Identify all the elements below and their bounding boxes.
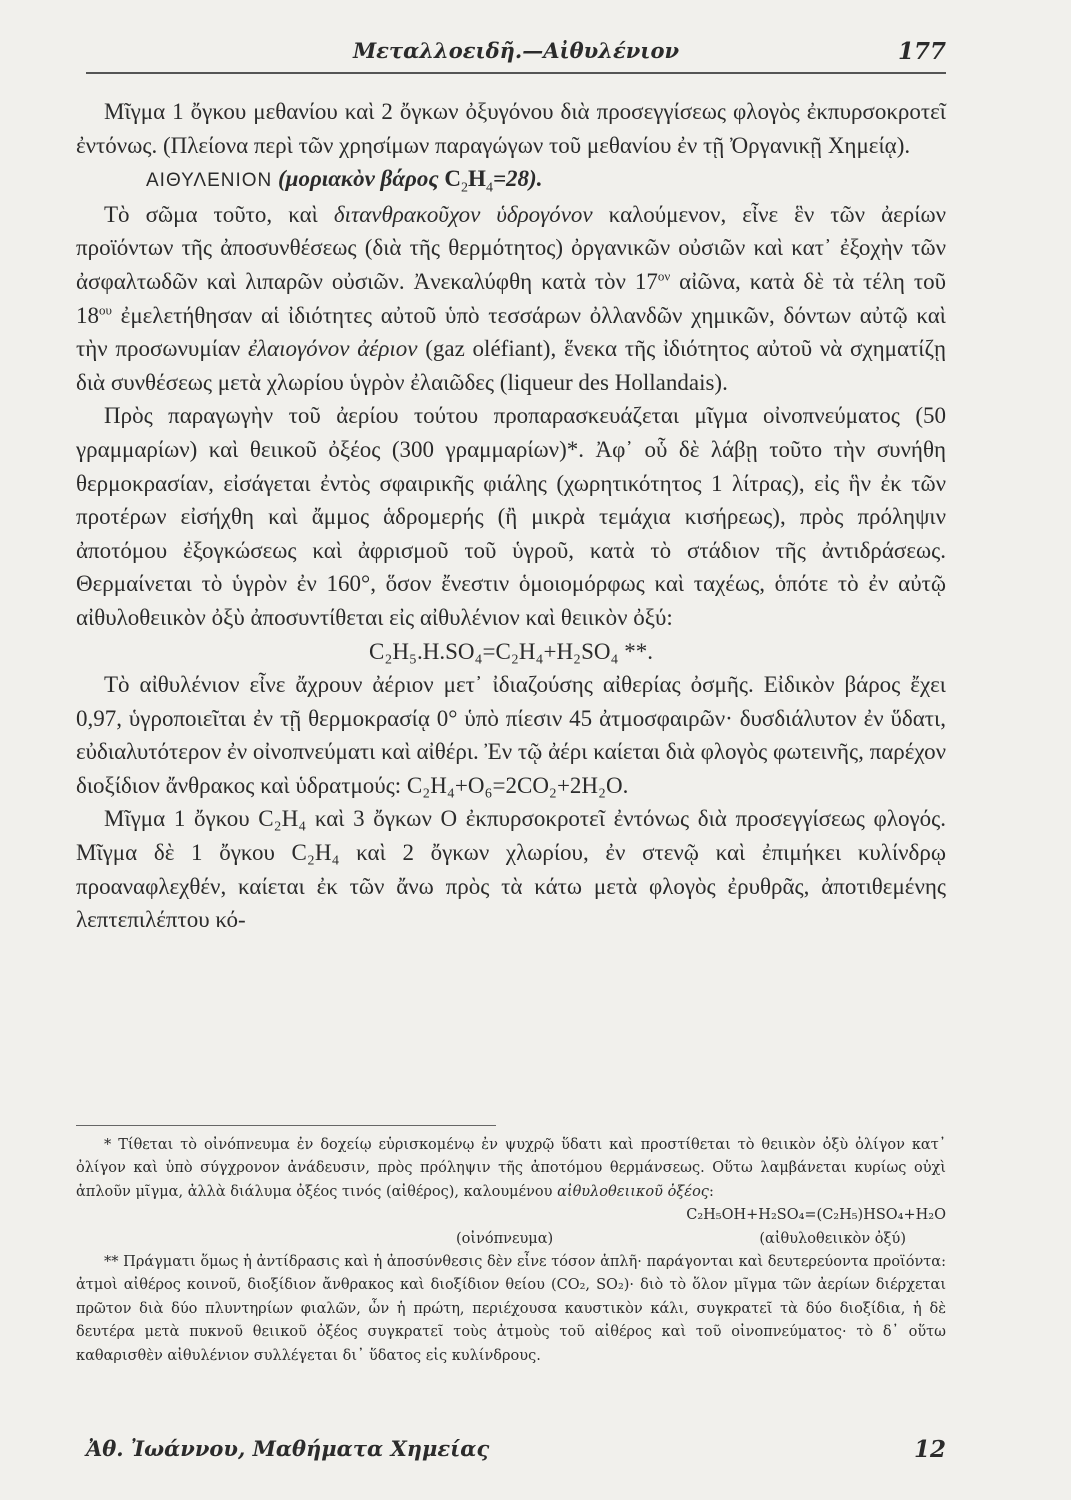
main-text <box>76 95 946 937</box>
footnote-2: ** Πράγματι ὅμως ἡ ἀντίδρασις καὶ ἡ ἀποσύνθεσις δὲν εἶνε τόσον ἁπλῆ· παράγονται καὶ δευτερεύοντα προϊόντα: ἀτμοὶ αἰθέρος κοινοῦ, διοξίδιον ἄνθρακος καὶ διοξίδιον θείου (CO₂, SO₂)· διὸ τὸ ὅλον μῖγμα τῶν ἀερίων διέρχεται πρῶτον διὰ δύο πλυντηρίων φιαλῶν, ὧν ἡ πρώτη, περιέχουσα καυστικὸν κάλι, συγκρατεῖ τὰ δύο διοξίδια, ἡ δὲ δευτέρα μετὰ πυκνοῦ θειικοῦ ὀξέος συγκρατεῖ τοὺς ἀτμοὺς τοῦ αἰθέρος καὶ τοῦ οἰνοπνεύματος· τὸ δ᾽ οὕτω καθαρισθὲν αἰθυλένιον συλλέγεται δι᾽ ὕδατος εἰς κυλίνδρους. <box>76 1254 946 1364</box>
p2-sup-ou: ου <box>99 301 112 317</box>
section-heading-ethylene <box>76 162 946 198</box>
p2-part-a: Τὸ σῶμα τοῦτο, καὶ <box>104 201 334 227</box>
page-number: 177 <box>897 38 946 65</box>
heading-formula-h: H <box>468 166 486 192</box>
heading-title: ΑΙΘΥΛΕΝΙΟΝ <box>146 170 273 192</box>
header-rule <box>86 72 946 74</box>
heading-sub-4: 4 <box>485 180 493 196</box>
footer-author-title: Ἀθ. Ἰωάννου, Μαθήματα Χημείας <box>86 1436 490 1461</box>
p2-part-c: αἰῶνα, κατὰ δὲ τὰ τέλη τοῦ 18 <box>76 268 947 328</box>
p2-sup-on: ον <box>657 268 671 284</box>
heading-molar-mass-open: (μοριακὸν βάρος <box>278 166 445 192</box>
heading-sub-2: 2 <box>461 180 469 196</box>
reaction-formula: C₂H₅.H.SO₄=C₂H₄+H₂SO₄ **. <box>369 638 653 664</box>
p2-emph-elaiogonon: ἐλαιογόνον ἀέριον <box>248 336 418 362</box>
running-header <box>86 38 946 74</box>
footnote-1-emph: αἰθυλοθειικοῦ ὀξέος <box>557 1183 709 1200</box>
footnotes <box>76 1134 946 1368</box>
footnote-1-labels <box>76 1228 946 1251</box>
footnote-1-colon: : <box>708 1183 714 1200</box>
running-title: Μεταλλοειδῆ.—Αἰθυλένιον <box>352 38 680 63</box>
signature-number: 12 <box>913 1436 946 1463</box>
p2-part-d: ἐμελετήθησαν αἱ ἰδιότητες αὐτοῦ ὑπὸ τεσσάρων ὀλλανδῶν χημικῶν, δόντων αὐτῷ καὶ τὴν προσωνυμίαν <box>76 302 946 362</box>
footnote-1 <box>76 1134 946 1204</box>
page-footer <box>86 1436 946 1461</box>
heading-formula-c: C <box>444 166 462 192</box>
paragraph-preparation: Πρὸς παραγωγὴν τοῦ ἀερίου τούτου προπαρασκευάζεται μῖγμα οἰνοπνεύματος (50 γραμμαρίων) καὶ θειικοῦ ὀξέος (300 γραμμαρίων)*. Ἀφ᾽ οὗ δὲ λάβῃ τοῦτο τὴν συνήθη θερμοκρασίαν, εἰσάγεται ἐντὸς σφαιρικῆς φιάλης (χωρητικότητος 1 λίτρας), εἰς ἣν ἐκ τῶν προτέρων εἰσήχθη καὶ ἄμμος ἁδρομερής (ἢ μικρὰ τεμάχια κισήρεως), πρὸς πρόληψιν ἀποτόμου ἐξογκώσεως καὶ ἀφρισμοῦ τοῦ ὑγροῦ, κατὰ τὸ στάδιον τῆς ἀντιδράσεως. Θερμαίνεται τὸ ὑγρὸν ἐν 160°, ὅσον ἔνεστιν ὁμοιομόρφως καὶ ταχέως, ὁπότε τὸ ἐν αὐτῷ αἰθυλοθειικὸν ὀξὺ ἀποσυντίθεται εἰς αἰθυλένιον καὶ θειικὸν ὀξύ: <box>76 403 946 630</box>
paragraph-explosive-mixture: Μῖγμα 1 ὄγκου C₂H₄ καὶ 3 ὄγκων O ἐκπυρσοκροτεῖ ἐντόνως διὰ προσεγγίσεως φλογός. Μῖγμα δὲ 1 ὄγκου C₂H₄ καὶ 2 ὄγκων χλωρίου, ἐν στενῷ καὶ ἐπιμήκει κυλίνδρῳ προαναφλεχθέν, καίεται ἐκ τῶν ἄνω πρὸς τὰ κάτω μετὰ φλογὸς ἐρυθρᾶς, ἀποτιθεμένης λεπτεπιλέπτου κό- <box>76 806 946 933</box>
paragraph-methane-mixture: Μῖγμα 1 ὄγκου μεθανίου καὶ 2 ὄγκων ὀξυγόνου διὰ προσεγγίσεως φλογὸς ἐκπυρσοκροτεῖ ἐντόνως. (Πλείονα περὶ τῶν χρησίμων παραγώγων τοῦ μεθανίου ἐν τῇ Ὀργανικῇ Χημείᾳ). <box>76 99 946 158</box>
paragraph-properties: Τὸ αἰθυλένιον εἶνε ἄχρουν ἀέριον μετ᾽ ἰδιαζούσης αἰθερίας ὀσμῆς. Εἰδικὸν βάρος ἔχει 0,97, ὑγροποιεῖται ἐν τῇ θερμοκρασίᾳ 0° ὑπὸ πίεσιν 45 ἀτμοσφαιρῶν· δυσδιάλυτον ἐν ὕδατι, εὐδιαλυτότερον ἐν οἰνοπνεύματι καὶ αἰθέρι. Ἐν τῷ ἀέρι καίεται διὰ φλογὸς φωτεινῆς, παρέχον διοξίδιον ἄνθρακος καὶ ὑδρατμούς: C₂H₄+O₆=2CO₂+2H₂O. <box>76 672 946 798</box>
footnote-1-formula-row <box>76 1204 946 1227</box>
p2-part-e: (gaz oléfiant), ἕνεκα τῆς ἰδιότητος αὐτοῦ νὰ σχηματίζῃ διὰ συνθέσεως μετὰ χλωρίου ὑγρὸν ἐλαιῶδες (liqueur des Hollandais). <box>76 336 946 395</box>
p2-emph-ditanthrakouchon: διτανθρακοῦχον ὑδρογόνον <box>333 201 593 227</box>
heading-molar-mass-close: =28). <box>492 166 543 192</box>
label-aithylotheiikon: (αἰθυλοθειικὸν ὀξύ) <box>759 1230 906 1247</box>
footnote-1-text: * Τίθεται τὸ οἰνόπνευμα ἐν δοχείῳ εὑρισκομένῳ ἐν ψυχρῷ ὕδατι καὶ προστίθεται τὸ θειικὸν ὀξὺ ὀλίγον κατ᾽ ὀλίγον καὶ ὑπὸ σύγχρονον ἀνάδευσιν, πρὸς πρόληψιν τῆς ἀποτόμου θερμάνσεως. Οὕτω λαμβάνεται κυρίως οὐχὶ ἁπλοῦν μῖγμα, ἀλλὰ διάλυμα ὀξέος τινός (αἰθέρος), καλουμένου <box>76 1137 946 1200</box>
p2-part-b: καλούμενον, εἶνε ἓν τῶν ἀερίων προϊόντων τῆς ἀποσυνθέσεως (διὰ τῆς θερμότητος) ὀργανικῶν οὐσιῶν καὶ κατ᾽ ἐξοχὴν τῶν ἀσφαλτωδῶν καὶ λιπαρῶν οὐσιῶν. Ἀνεκαλύφθη κατὰ τὸν 17 <box>76 201 947 294</box>
label-oinopneuma: (οἰνόπνευμα) <box>456 1230 554 1247</box>
footnote-1-formula: C₂H₅OH+H₂SO₄=(C₂H₅)HSO₄+H₂O <box>686 1207 946 1224</box>
paragraph-ethylene-intro <box>76 198 946 400</box>
footnote-rule <box>76 1125 496 1126</box>
